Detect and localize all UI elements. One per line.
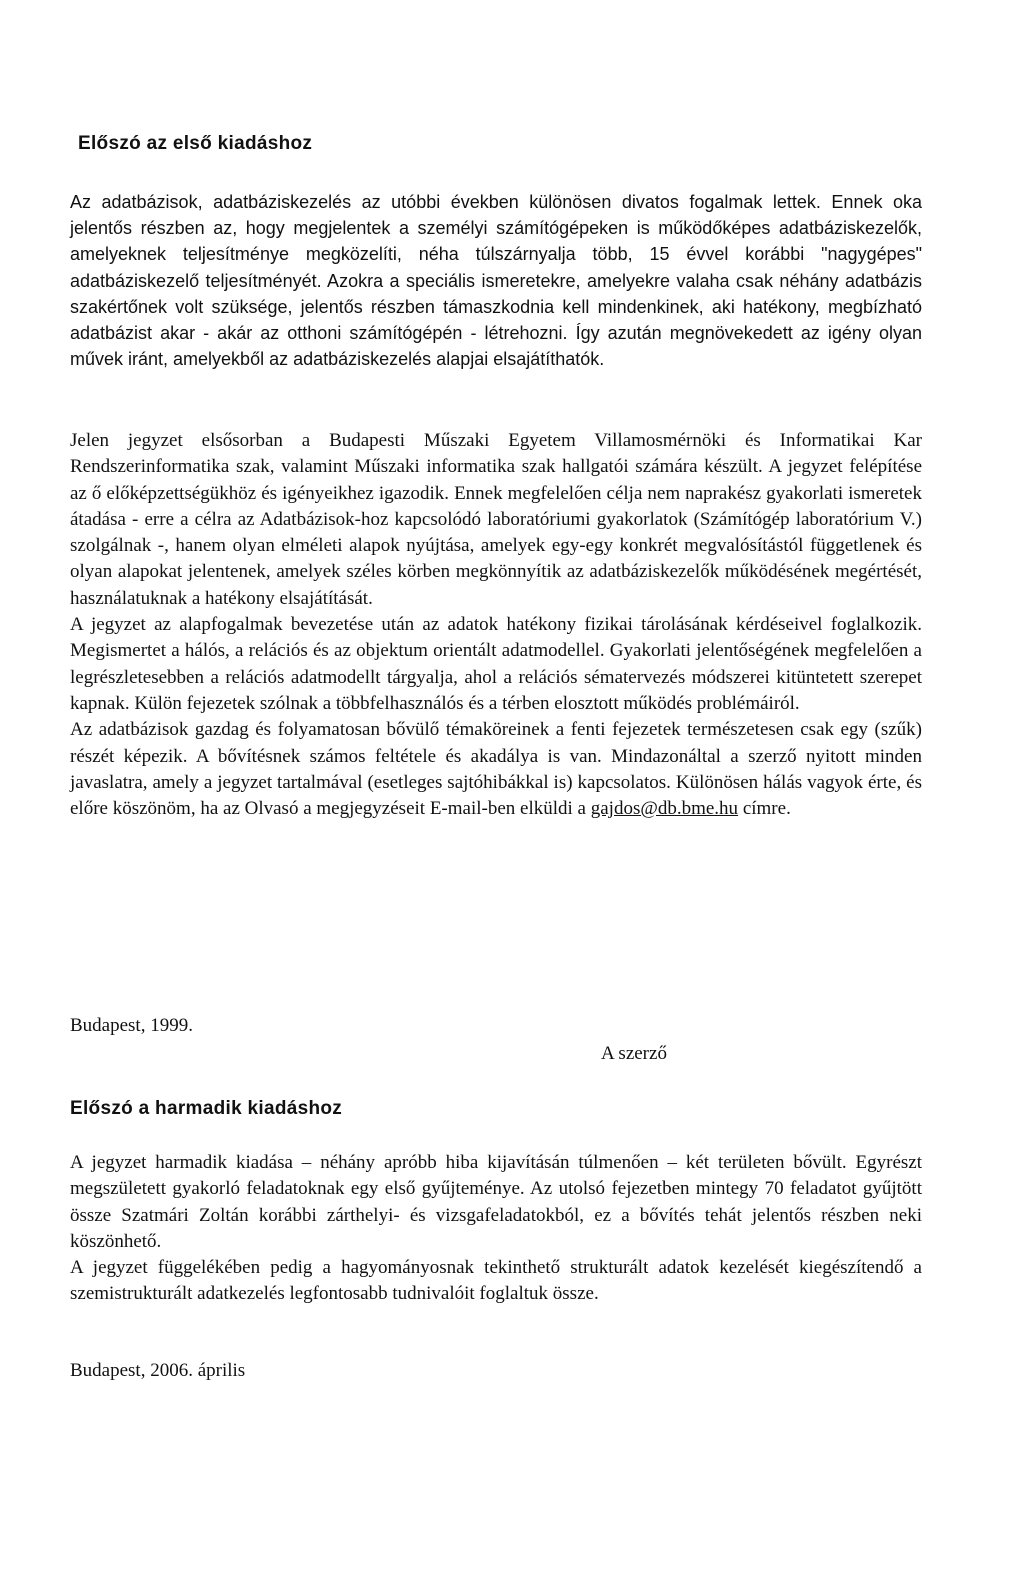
third-edition-place-date: Budapest, 2006. április — [70, 1360, 246, 1381]
third-edition-paragraph-1: A jegyzet harmadik kiadása – néhány apróbb hiba kijavításán túlmenően – két területen bővült. Egyrészt megszületett gyakorló feladatoknak egy első gyűjteménye. Az utolsó fejezetben mintegy 70 feladatot gyűjtött össze Szatmári Zoltán korábbi zárthelyi- és vizsgafeladatokból, ez a bővítés tehát jelentős részben neki köszönhető. — [70, 1152, 922, 1252]
first-edition-place-date: Budapest, 1999. — [70, 1015, 193, 1036]
first-edition-heading: Előszó az első kiadáshoz — [78, 133, 313, 154]
first-edition-paragraph-1: Az adatbázisok, adatbáziskezelés az utóbbi években különösen divatos fogalmak lettek. Ennek oka jelentős részben az, hogy megjelentek a személyi számítógépeken is működőképes adatbáziskezelők, amelyeknek teljesítménye megközelíti, néha túlszárnyalja több, 15 évvel korábbi "nagygépes" adatbáziskezelő teljesítményét. Azokra a speciális ismeretekre, amelyekre valaha csak néhány adatbázis szakértőnek volt szüksége, jelentős részben támaszkodnia kell mindenkinek, aki hatékony, megbízható adatbázist akar - akár az otthoni számítógépén - létrehozni. Így azután megnövekedett az igény olyan művek iránt, amelyekből az adatbáziskezelés alapjai elsajátíthatók. — [70, 192, 922, 370]
email-link[interactable]: gajdos@db.bme.hu — [590, 798, 739, 820]
first-edition-intro — [70, 189, 922, 372]
third-edition-paragraph-2: A jegyzet függelékében pedig a hagyományosnak tekinthető strukturált adatok kezelését kiegészítendő a szemistrukturált adatkezelés legfontosabb tudnivalóit foglaltuk össze. — [70, 1257, 922, 1305]
third-edition-heading: Előszó a harmadik kiadáshoz — [70, 1098, 343, 1119]
document-page — [70, 0, 922, 1573]
first-edition-paragraph-2: Jelen jegyzet elsősorban a Budapesti Műszaki Egyetem Villamosmérnöki és Informatikai Kar Rendszerinformatika szak, valamint Műszaki informatika szak hallgatói számára készült. A jegyzet felépítése az ő előképzettségükhöz és igényeikhez igazodik. Ennek megfelelően célja nem naprakész gyakorlati ismeretek átadása - erre a célra az Adatbázisok-hoz kapcsolódó laboratóriumi gyakorlatok (Számítógép laboratórium V.) szolgálnak -, hanem olyan elméleti alapok nyújtása, amelyek egy-egy konkrét megvalósítástól függetlenek és olyan alapokat jelentenek, amelyek széles körben megkönnyítik az adatbáziskezelők működésének megértését, használatuknak a hatékony elsajátítását. — [70, 430, 922, 609]
author-signature: A szerző — [601, 1043, 667, 1064]
paragraph-4-text: Az adatbázisok gazdag és folyamatosan bővülő témaköreinek a fenti fejezetek természetesen csak egy (szűk) részét képezik. A bővítésnek számos feltétele és akadálya is van. Mindazonáltal a szerző nyitott minden javaslatra, amely a jegyzet tartalmával (esetleges sajtóhibákkal is) kapcsolatos. Különösen hálás vagyok érte, és előre köszönöm, ha az Olvasó a megjegyzéseit E-mail-ben elküldi a — [70, 719, 922, 820]
first-edition-paragraph-4 — [70, 717, 922, 822]
first-edition-body — [70, 428, 922, 822]
paragraph-4-tail: címre. — [742, 798, 791, 820]
first-edition-paragraph-3: A jegyzet az alapfogalmak bevezetése után az adatok hatékony fizikai tárolásának kérdéseivel foglalkozik. Megismertet a hálós, a relációs és az objektum orientált adatmodellel. Gyakorlati jelentőségének megfelelően a legrészletesebben a relációs adatmodellt tárgyalja, ahol a relációs sématervezés módszerei kitüntetett szerepet kapnak. Külön fejezetek szólnak a többfelhasználós és a térben elosztott működés problémáiról. — [70, 614, 922, 714]
third-edition-body — [70, 1150, 922, 1308]
